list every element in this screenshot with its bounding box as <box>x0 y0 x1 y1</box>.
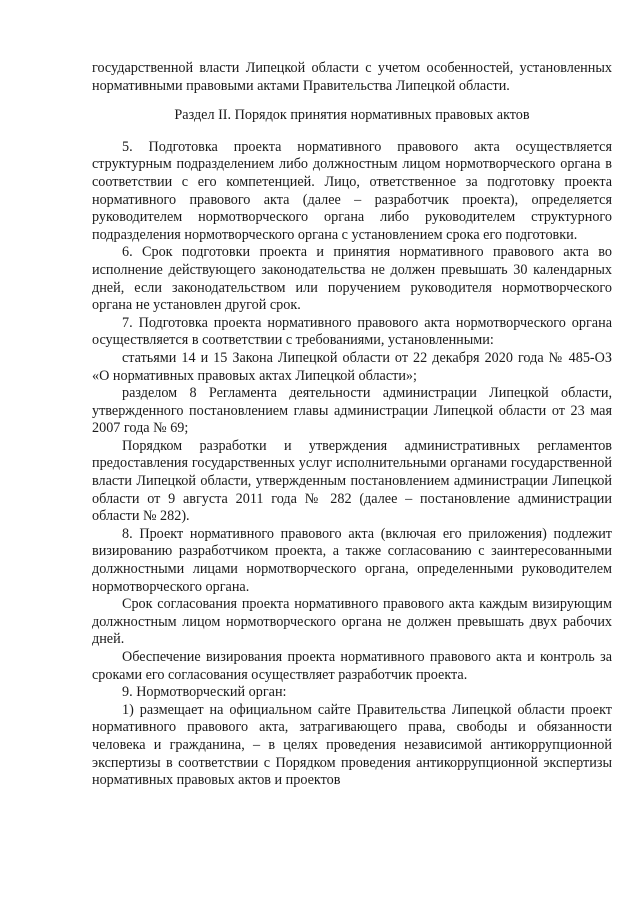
paragraph-item-8-control: Обеспечение визирования проекта нормативного правового акта и контроль за сроками его согласования осуществляет разработчик проекта. <box>92 649 612 683</box>
paragraph-item-9-1: 1) размещает на официальном сайте Правительства Липецкой области проект нормативного правового акта, затрагивающего права, свободы и обязанности человека и гражданина, – в целях проведения независимой антикоррупционной экспертизы в соответствии с Порядком проведения антикоррупционной экспертизы нормативных правовых актов и проектов <box>92 701 612 789</box>
paragraph-item-8-term: Срок согласования проекта нормативного правового акта каждым визирующим должностным лицом нормотворческого органа не должен превышать двух рабочих дней. <box>92 596 612 648</box>
paragraph-item-7: 7. Подготовка проекта нормативного правового акта нормотворческого органа осуществляется в соответствии с требованиями, установленными: <box>92 314 612 349</box>
paragraph-item-7-procedure: Порядком разработки и утверждения административных регламентов предоставления государственных услуг исполнительными органами государственной власти Липецкой области, утвержденным постановлением администрации Липецкой области от 9 августа 2011 года № 282 (далее – постановление администрации области № 282). <box>92 437 612 525</box>
paragraph-item-8: 8. Проект нормативного правового акта (включая его приложения) подлежит визированию разработчиком проекта, а также согласованию с заинтересованными должностными лицами нормотворческого органа, определенными руководителем нормотворческого органа. <box>92 525 612 595</box>
section-heading: Раздел II. Порядок принятия нормативных правовых актов <box>174 107 530 124</box>
paragraph-item-7-law: статьями 14 и 15 Закона Липецкой области от 22 декабря 2020 года № 485-ОЗ «О нормативных правовых актах Липецкой области»; <box>92 349 612 384</box>
paragraph-item-9: 9. Нормотворческий орган: <box>122 684 287 701</box>
paragraph-item-6: 6. Срок подготовки проекта и принятия нормативного правового акта во исполнение действующего законодательства не должен превышать 30 календарных дней, если законодательством или поручением руководителя нормотворческого органа не установлен другой срок. <box>92 244 612 314</box>
paragraph-item-5: 5. Подготовка проекта нормативного правового акта осуществляется структурным подразделением либо должностным лицом нормотворческого органа в соответствии с его компетенцией. Лицо, ответственное за подготовку проекта нормативного правового акта (далее – разработчик проекта), определяется руководителем нормотворческого органа либо руководителем структурного подразделения нормотворческого органа с установлением срока его подготовки. <box>92 138 612 243</box>
paragraph-item-7-regulation: разделом 8 Регламента деятельности администрации Липецкой области, утвержденного постановлением главы администрации Липецкой области от 23 мая 2007 года № 69; <box>92 385 612 437</box>
paragraph-intro-continuation: государственной власти Липецкой области с учетом особенностей, установленных нормативными правовыми актами Правительства Липецкой области. <box>92 60 612 94</box>
